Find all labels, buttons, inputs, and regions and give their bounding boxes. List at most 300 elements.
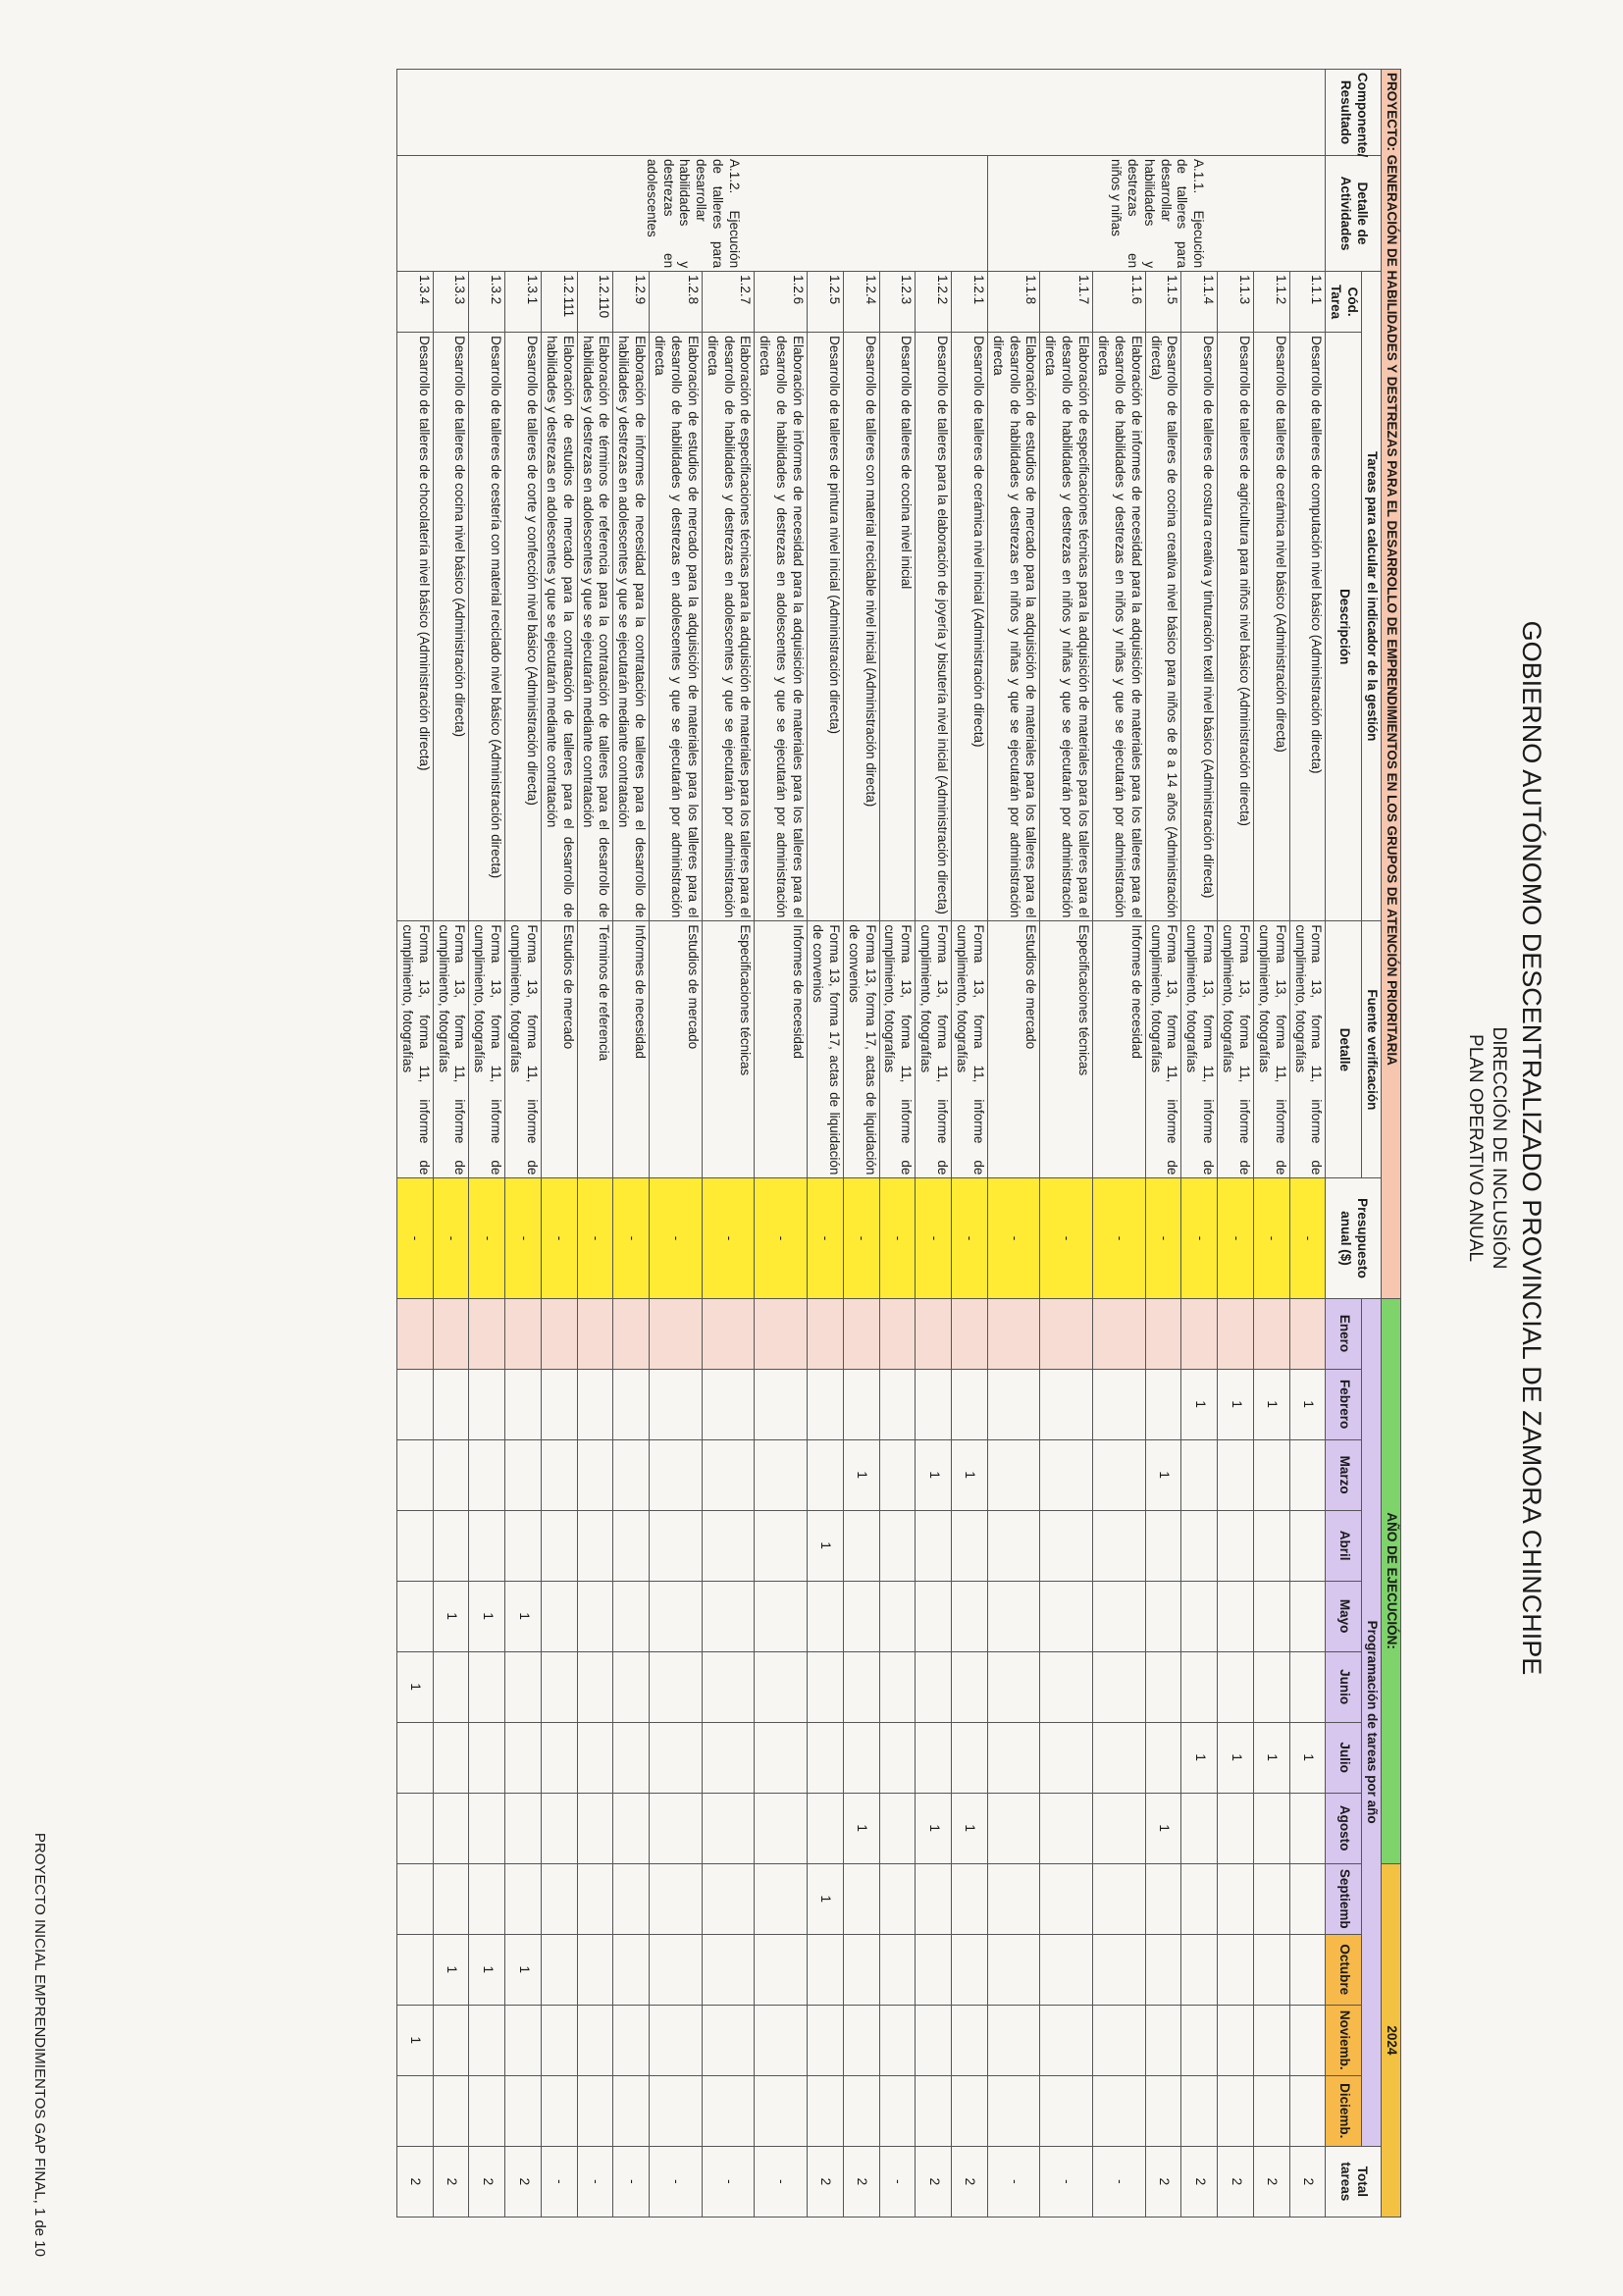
month-cell xyxy=(879,1369,916,1439)
month-cell: 1 xyxy=(1218,1722,1254,1793)
table-row xyxy=(755,70,808,2218)
month-cell xyxy=(1289,1793,1326,1863)
month-cell xyxy=(702,1298,755,1369)
month-cell xyxy=(1181,1793,1218,1863)
month-cell xyxy=(650,1863,703,1934)
col-fuente-group: Fuente verificación xyxy=(1362,921,1382,1178)
month-cell xyxy=(433,1369,469,1439)
month-cell xyxy=(542,1863,578,1934)
month-cell xyxy=(808,1651,844,1722)
month-header: Septiemb xyxy=(1326,1863,1362,1934)
task-total: 2 xyxy=(1254,2146,1290,2217)
task-verification-source: Forma 13, forma 11, informe de cumplimiento, fotografías xyxy=(1289,921,1326,1178)
month-cell xyxy=(1218,1581,1254,1651)
col-programacion: Programación de tareas por año xyxy=(1362,1298,1382,2146)
task-description: Elaboración de informes de necesidad para la adquisición de materiales para los talleres para el desarrollo de habilidades y destrezas en adolescentes y que se ejecutarán por administración directa xyxy=(755,333,808,921)
month-cell xyxy=(613,1581,650,1651)
task-verification-source: Forma 13, forma 11, informe de cumplimiento, fotografías xyxy=(1181,921,1218,1178)
task-total: - xyxy=(1040,2146,1093,2217)
month-cell xyxy=(879,1581,916,1651)
task-total: 2 xyxy=(469,2146,505,2217)
month-cell xyxy=(577,1651,613,1722)
month-cell xyxy=(1040,1722,1093,1793)
month-cell xyxy=(542,1793,578,1863)
month-cell xyxy=(952,1722,988,1793)
month-cell xyxy=(397,1510,434,1581)
month-header: Febrero xyxy=(1326,1369,1362,1439)
month-cell xyxy=(952,1934,988,2005)
month-cell xyxy=(916,1863,952,1934)
month-cell xyxy=(702,2075,755,2146)
month-cell xyxy=(397,1863,434,1934)
month-cell xyxy=(397,1298,434,1369)
task-total: - xyxy=(542,2146,578,2217)
month-cell xyxy=(916,1581,952,1651)
month-cell: 1 xyxy=(469,1581,505,1651)
table-row xyxy=(1093,70,1146,2218)
month-cell xyxy=(1145,2075,1181,2146)
activity-a11: A.1.1. Ejecución de talleres para desarrollar habilidades y destrezas en niños y niñas xyxy=(987,156,1326,272)
month-cell xyxy=(542,2075,578,2146)
month-cell: 1 xyxy=(916,1439,952,1510)
month-cell xyxy=(755,1298,808,1369)
table-row xyxy=(702,70,755,2218)
month-cell xyxy=(1145,1863,1181,1934)
month-cell xyxy=(1181,1863,1218,1934)
month-cell xyxy=(613,1439,650,1510)
month-cell xyxy=(577,1722,613,1793)
task-verification-source: Forma 13, forma 11, informe de cumplimiento, fotografías xyxy=(1218,921,1254,1178)
month-cell xyxy=(1040,2005,1093,2075)
month-cell xyxy=(1093,1510,1146,1581)
col-presupuesto: Presupuesto anual ($) xyxy=(1326,1178,1382,1298)
month-header: Octubre xyxy=(1326,1934,1362,2005)
month-cell xyxy=(808,1298,844,1369)
table-row xyxy=(952,70,988,2218)
month-cell xyxy=(1254,1439,1290,1510)
month-cell: 1 xyxy=(952,1793,988,1863)
month-cell: 1 xyxy=(808,1863,844,1934)
month-cell xyxy=(987,1722,1040,1793)
month-cell xyxy=(650,1581,703,1651)
task-description: Desarrollo de talleres de chocolatería nivel básico (Administración directa) xyxy=(397,333,434,921)
month-cell xyxy=(1145,1934,1181,2005)
task-total: - xyxy=(702,2146,755,2217)
task-verification-source: Forma 13, forma 17, actas de liquidación de convenios xyxy=(808,921,844,1178)
month-cell xyxy=(1040,1581,1093,1651)
month-cell xyxy=(542,1651,578,1722)
month-cell xyxy=(843,1863,879,1934)
month-cell xyxy=(1289,2075,1326,2146)
task-code: 1.2.4 xyxy=(843,272,879,333)
month-cell xyxy=(916,1369,952,1439)
month-cell xyxy=(1218,1863,1254,1934)
month-cell: 1 xyxy=(1145,1439,1181,1510)
month-cell xyxy=(702,1439,755,1510)
month-cell xyxy=(577,1863,613,1934)
month-cell xyxy=(952,2075,988,2146)
table-row xyxy=(879,70,916,2218)
month-cell xyxy=(879,1298,916,1369)
month-cell xyxy=(542,1581,578,1651)
month-cell xyxy=(1218,1510,1254,1581)
month-cell xyxy=(987,1651,1040,1722)
month-cell xyxy=(1181,2005,1218,2075)
month-cell xyxy=(755,1863,808,1934)
task-total: 2 xyxy=(1289,2146,1326,2217)
task-budget: - xyxy=(755,1178,808,1298)
month-cell xyxy=(613,2075,650,2146)
month-cell xyxy=(987,2075,1040,2146)
month-cell xyxy=(702,2005,755,2075)
month-cell xyxy=(879,1793,916,1863)
month-cell xyxy=(916,2005,952,2075)
month-cell xyxy=(1093,2075,1146,2146)
task-budget: - xyxy=(1289,1178,1326,1298)
month-cell xyxy=(987,1510,1040,1581)
month-cell xyxy=(433,1439,469,1510)
month-cell xyxy=(433,1722,469,1793)
table-row xyxy=(843,70,879,2218)
month-cell xyxy=(916,1510,952,1581)
task-description: Elaboración de especificaciones técnicas para la adquisición de materiales para los talleres para el desarrollo de habilidades y destrezas en adolescentes y que se ejecutarán por administración directa xyxy=(702,333,755,921)
task-verification-source: Forma 13, forma 11, informe de cumplimiento, fotografías xyxy=(469,921,505,1178)
task-verification-source: Forma 13, forma 11, informe de cumplimiento, fotografías xyxy=(433,921,469,1178)
month-cell xyxy=(577,1298,613,1369)
task-description: Desarrollo de talleres de cocina creativa nivel básico para niños de 8 a 14 años (Administración directa) xyxy=(1145,333,1181,921)
task-verification-source: Especificaciones técnicas xyxy=(1040,921,1093,1178)
task-total: - xyxy=(755,2146,808,2217)
month-cell xyxy=(650,2005,703,2075)
month-cell xyxy=(1289,1581,1326,1651)
task-code: 1.2.6 xyxy=(755,272,808,333)
task-verification-source: Forma 13, forma 11, informe de cumplimiento, fotografías xyxy=(952,921,988,1178)
month-cell xyxy=(755,1369,808,1439)
month-cell xyxy=(843,2005,879,2075)
month-cell xyxy=(1040,1793,1093,1863)
task-code: 1.2.9 xyxy=(613,272,650,333)
month-cell xyxy=(613,2005,650,2075)
task-description: Elaboración de estudios de mercado para la contratación de talleres para el desarrollo de habilidades y destrezas en adolescentes y que se ejecutarán mediante contratación xyxy=(542,333,578,921)
month-cell xyxy=(952,1651,988,1722)
task-budget: - xyxy=(469,1178,505,1298)
task-verification-source: Forma 13, forma 11, informe de cumplimiento, fotografías xyxy=(1254,921,1290,1178)
task-budget: - xyxy=(1145,1178,1181,1298)
month-cell: 1 xyxy=(952,1439,988,1510)
task-code: 1.1.1 xyxy=(1289,272,1326,333)
task-code: 1.1.2 xyxy=(1254,272,1290,333)
month-cell xyxy=(1181,1510,1218,1581)
task-total: 2 xyxy=(952,2146,988,2217)
month-cell xyxy=(542,1369,578,1439)
col-descripcion: Descripción xyxy=(1326,333,1362,921)
month-cell xyxy=(469,2075,505,2146)
month-cell: 1 xyxy=(397,1651,434,1722)
month-cell xyxy=(469,1369,505,1439)
month-cell xyxy=(1040,1369,1093,1439)
month-cell: 1 xyxy=(505,1581,542,1651)
month-cell xyxy=(808,1581,844,1651)
month-cell xyxy=(1093,1793,1146,1863)
month-cell xyxy=(433,2005,469,2075)
month-cell: 1 xyxy=(1254,1722,1290,1793)
month-cell xyxy=(397,1369,434,1439)
task-budget: - xyxy=(613,1178,650,1298)
month-cell xyxy=(505,1722,542,1793)
month-cell xyxy=(1093,1651,1146,1722)
month-cell xyxy=(1145,1651,1181,1722)
col-total: Total tareas xyxy=(1326,2146,1382,2217)
month-cell xyxy=(808,2005,844,2075)
month-cell xyxy=(702,1510,755,1581)
month-cell xyxy=(843,1369,879,1439)
table-row xyxy=(613,70,650,2218)
month-cell xyxy=(1040,1934,1093,2005)
month-cell xyxy=(1218,2075,1254,2146)
task-code: 1.3.2 xyxy=(469,272,505,333)
year-value: 2024 xyxy=(1382,1863,1401,2217)
task-budget: - xyxy=(1040,1178,1093,1298)
month-cell: 1 xyxy=(469,1934,505,2005)
month-cell xyxy=(433,2075,469,2146)
month-cell xyxy=(987,1581,1040,1651)
month-cell xyxy=(1218,1651,1254,1722)
month-cell xyxy=(952,1863,988,1934)
month-cell xyxy=(613,1298,650,1369)
task-total: 2 xyxy=(1145,2146,1181,2217)
month-cell xyxy=(469,1722,505,1793)
month-cell xyxy=(702,1369,755,1439)
month-cell xyxy=(808,1722,844,1793)
month-cell xyxy=(1289,1510,1326,1581)
task-verification-source: Forma 13, forma 11, informe de cumplimiento, fotografías xyxy=(916,921,952,1178)
month-cell xyxy=(577,1934,613,2005)
month-cell xyxy=(1218,1793,1254,1863)
task-budget: - xyxy=(397,1178,434,1298)
month-cell: 1 xyxy=(1289,1369,1326,1439)
task-code: 1.1.5 xyxy=(1145,272,1181,333)
month-cell xyxy=(916,1651,952,1722)
month-cell xyxy=(433,1651,469,1722)
month-cell xyxy=(808,1369,844,1439)
month-cell xyxy=(469,1510,505,1581)
month-cell xyxy=(613,1863,650,1934)
month-cell xyxy=(1093,1369,1146,1439)
task-description: Elaboración de estudios de mercado para la adquisición de materiales para los talleres para el desarrollo de habilidades y destrezas en adolescentes y que se ejecutarán por administración directa xyxy=(650,333,703,921)
task-total: - xyxy=(879,2146,916,2217)
month-cell xyxy=(613,1510,650,1581)
month-cell xyxy=(505,1651,542,1722)
month-cell: 1 xyxy=(843,1439,879,1510)
poa-table-wrapper xyxy=(396,69,1401,2218)
month-cell xyxy=(843,1510,879,1581)
month-cell xyxy=(1289,1863,1326,1934)
task-description: Elaboración de informes de necesidad para la contratación de talleres para el desarrollo de habilidades y destrezas en adolescentes y que se ejecutarán mediante contratación xyxy=(613,333,650,921)
task-total: 2 xyxy=(916,2146,952,2217)
month-cell xyxy=(1093,1722,1146,1793)
task-budget: - xyxy=(1218,1178,1254,1298)
month-cell xyxy=(542,2005,578,2075)
month-cell xyxy=(755,1793,808,1863)
year-label: AÑO DE EJECUCIÓN: xyxy=(1382,1298,1401,1863)
month-cell xyxy=(952,2005,988,2075)
month-cell xyxy=(987,1369,1040,1439)
month-cell xyxy=(397,1722,434,1793)
task-description: Desarrollo de talleres de cestería con material reciclado nivel básico (Administración directa) xyxy=(469,333,505,921)
task-budget: - xyxy=(650,1178,703,1298)
month-cell xyxy=(755,1439,808,1510)
table-row xyxy=(916,70,952,2218)
month-cell xyxy=(702,1934,755,2005)
month-cell xyxy=(505,1863,542,1934)
task-verification-source: Forma 13, forma 11, informe de cumplimiento, fotografías xyxy=(505,921,542,1178)
month-cell xyxy=(843,1298,879,1369)
project-title: PROYECTO: GENERACIÓN DE HABILIDADES Y DESTREZAS PARA EL DESARROLLO DE EMPRENDIMIENTOS EN LOS GRUPOS DE ATENCIÓN PRIORITARIA xyxy=(1382,70,1401,1299)
col-cod: Cód. Tarea xyxy=(1326,272,1362,333)
task-total: 2 xyxy=(843,2146,879,2217)
task-code: 1.2.110 xyxy=(577,272,613,333)
month-cell xyxy=(808,1439,844,1510)
task-total: - xyxy=(1093,2146,1146,2217)
task-total: - xyxy=(577,2146,613,2217)
month-cell xyxy=(469,1298,505,1369)
task-code: 1.2.3 xyxy=(879,272,916,333)
month-header: Marzo xyxy=(1326,1439,1362,1510)
task-description: Elaboración de términos de referencia para la contratación de talleres para el desarrollo de habilidades y destrezas en adolescentes y que se ejecutarán mediante contratación xyxy=(577,333,613,921)
month-cell xyxy=(1218,1439,1254,1510)
month-cell xyxy=(1040,1651,1093,1722)
month-cell: 1 xyxy=(916,1793,952,1863)
task-description: Elaboración de especificaciones técnicas para la adquisición de materiales para los talleres para el desarrollo de habilidades y destrezas en niños y niñas y que se ejecutarán por administración directa xyxy=(1040,333,1093,921)
month-cell xyxy=(542,1722,578,1793)
month-cell xyxy=(1254,1298,1290,1369)
month-cell xyxy=(987,1439,1040,1510)
task-code: 1.2.5 xyxy=(808,272,844,333)
task-description: Desarrollo de talleres de corte y confección nivel básico (Administración directa) xyxy=(505,333,542,921)
month-cell xyxy=(1289,1298,1326,1369)
month-cell: 1 xyxy=(843,1793,879,1863)
month-cell xyxy=(843,1651,879,1722)
task-verification-source: Informes de necesidad xyxy=(613,921,650,1178)
month-cell xyxy=(1040,1298,1093,1369)
task-total: 2 xyxy=(808,2146,844,2217)
month-cell xyxy=(542,1439,578,1510)
table-row xyxy=(808,70,844,2218)
col-componente: Componente/ Resultado xyxy=(1326,70,1382,156)
task-verification-source: Especificaciones técnicas xyxy=(702,921,755,1178)
table-row xyxy=(433,70,469,2218)
table-row xyxy=(1040,70,1093,2218)
month-cell xyxy=(879,2005,916,2075)
month-cell xyxy=(542,1298,578,1369)
task-description: Desarrollo de talleres para la elaboración de joyería y bisutería nivel inicial (Administración directa) xyxy=(916,333,952,921)
month-cell xyxy=(1040,1439,1093,1510)
month-cell xyxy=(1145,1581,1181,1651)
plan-title: PLAN OPERATIVO ANUAL xyxy=(1465,1034,1486,1262)
month-cell xyxy=(808,1793,844,1863)
month-cell xyxy=(613,1934,650,2005)
month-cell xyxy=(879,1510,916,1581)
month-cell xyxy=(916,1298,952,1369)
month-cell xyxy=(542,1934,578,2005)
table-row xyxy=(650,70,703,2218)
month-cell xyxy=(650,1722,703,1793)
month-cell xyxy=(952,1369,988,1439)
table-row xyxy=(1218,70,1254,2218)
month-cell xyxy=(1289,1934,1326,2005)
month-cell xyxy=(1254,1793,1290,1863)
task-verification-source: Términos de referencia xyxy=(577,921,613,1178)
month-cell xyxy=(505,1298,542,1369)
task-description: Desarrollo de talleres de pintura nivel inicial (Administración directa) xyxy=(808,333,844,921)
table-row xyxy=(1181,70,1218,2218)
task-code: 1.1.7 xyxy=(1040,272,1093,333)
month-cell xyxy=(469,1439,505,1510)
month-cell xyxy=(469,1651,505,1722)
task-code: 1.2.1 xyxy=(952,272,988,333)
month-cell xyxy=(505,1439,542,1510)
month-cell xyxy=(916,1722,952,1793)
table-row xyxy=(1254,70,1290,2218)
month-cell: 1 xyxy=(1181,1369,1218,1439)
month-cell xyxy=(1218,1298,1254,1369)
month-cell xyxy=(1145,1298,1181,1369)
month-cell xyxy=(952,1510,988,1581)
month-cell xyxy=(879,1722,916,1793)
month-cell xyxy=(1093,1863,1146,1934)
month-cell xyxy=(505,2005,542,2075)
month-cell xyxy=(542,1510,578,1581)
table-row xyxy=(397,70,434,2218)
task-description: Desarrollo de talleres de cocina nivel inicial xyxy=(879,333,916,921)
task-total: 2 xyxy=(1181,2146,1218,2217)
table-row xyxy=(505,70,542,2218)
task-code: 1.2.7 xyxy=(702,272,755,333)
month-cell xyxy=(397,1439,434,1510)
month-cell xyxy=(987,1298,1040,1369)
month-cell: 1 xyxy=(808,1510,844,1581)
month-cell xyxy=(843,2075,879,2146)
month-cell: 1 xyxy=(433,1581,469,1651)
task-verification-source: Forma 13, forma 11, informe de cumplimiento, fotografías xyxy=(1145,921,1181,1178)
task-description: Desarrollo de talleres con material reciclable nivel inicial (Administración directa) xyxy=(843,333,879,921)
month-cell xyxy=(1093,1581,1146,1651)
month-cell: 1 xyxy=(433,1934,469,2005)
month-cell xyxy=(755,1510,808,1581)
month-cell xyxy=(987,1863,1040,1934)
month-cell xyxy=(1093,1934,1146,2005)
month-cell xyxy=(577,1439,613,1510)
task-verification-source: Estudios de mercado xyxy=(542,921,578,1178)
month-cell xyxy=(505,1793,542,1863)
task-budget: - xyxy=(433,1178,469,1298)
month-cell xyxy=(987,2005,1040,2075)
month-cell xyxy=(1289,1651,1326,1722)
month-cell xyxy=(577,1581,613,1651)
month-cell xyxy=(1145,1369,1181,1439)
task-verification-source: Forma 13, forma 11, informe de cumplimiento, fotografías xyxy=(397,921,434,1178)
month-cell xyxy=(433,1510,469,1581)
month-cell xyxy=(1254,1934,1290,2005)
month-cell xyxy=(433,1793,469,1863)
task-description: Desarrollo de talleres de cerámica nivel básico (Administración directa) xyxy=(1254,333,1290,921)
month-cell xyxy=(650,1934,703,2005)
month-cell xyxy=(1254,1510,1290,1581)
task-code: 1.2.111 xyxy=(542,272,578,333)
task-budget: - xyxy=(1093,1178,1146,1298)
month-cell xyxy=(843,1722,879,1793)
month-cell xyxy=(650,1793,703,1863)
